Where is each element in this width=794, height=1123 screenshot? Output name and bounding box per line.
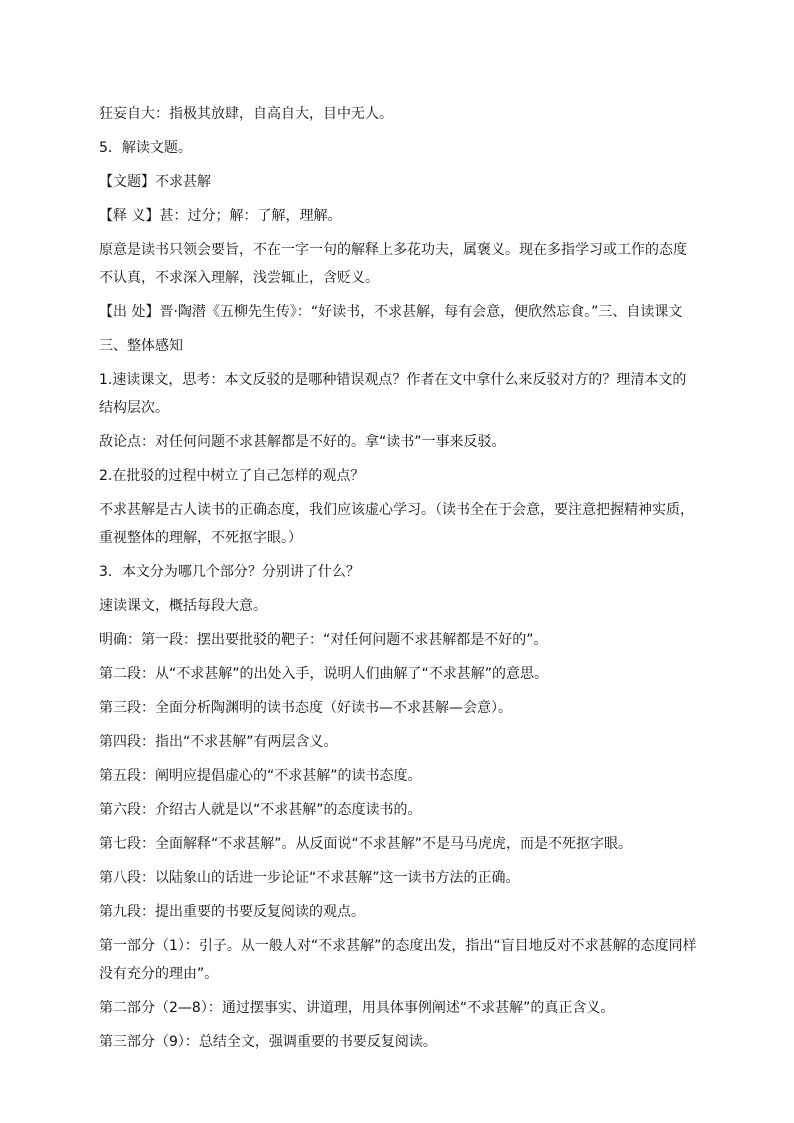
- answer-opposing-argument: 敌论点：对任何问题不求甚解都是不好的。拿“读书”一事来反驳。: [99, 434, 506, 450]
- paragraph-item-5-heading: 5．解读文题。: [99, 140, 192, 156]
- paragraph-summary-2: 第二段：从“不求甚解”的出处入手，说明人们曲解了“不求甚解”的意思。: [99, 666, 549, 682]
- paragraph-original-meaning: 原意是读书只领会要旨，不在一字一句的解释上多花功夫，属褒义。现在多指学习或工作的态度不认真，不求深入理解，浅尝辄止，含贬义。: [99, 242, 687, 286]
- paragraph-summary-8: 第八段：以陆象山的话进一步论证“不求甚解”这一读书方法的正确。: [99, 870, 520, 886]
- paragraph-summary-5: 第五段：阐明应提倡虚心的“不求甚解”的读书态度。: [99, 768, 422, 784]
- part-2-summary: 第二部分（2—8）：通过摆事实、讲道理，用具体事例阐述“不求甚解”的真正含义。: [99, 1000, 615, 1016]
- paragraph-summary-3: 第三段：全面分析陶渊明的读书态度（好读书—不求甚解—会意）。: [99, 700, 512, 716]
- answer-viewpoint: 不求甚解是古人读书的正确态度，我们应该虚心学习。（读书全在于会意，要注意把握精神实质，重视整体的理解，不死抠字眼。）: [99, 502, 694, 546]
- paragraph-source: 【出 处】晋·陶潜《五柳先生传》：“好读书，不求甚解，每有会意，便欣然忘食。”三、自读课文: [99, 304, 683, 320]
- paragraph-summary-4: 第四段：指出“不求甚解”有两层含义。: [99, 734, 338, 750]
- paragraph-summary-9: 第九段：提出重要的书要反复阅读的观点。: [99, 904, 365, 920]
- question-1: 1.速读课文，思考：本文反驳的是哪种错误观点？作者在文中拿什么来反驳对方的？理清本文的结构层次。: [99, 372, 687, 416]
- part-1-summary: 第一部分（1）：引子。从一般人对“不求甚解”的态度出发，指出“盲目地反对不求甚解的态度同样没有充分的理由”。: [99, 938, 697, 982]
- document-body: [99, 100, 699, 1062]
- section-heading-overall-perception: 三、整体感知: [99, 338, 183, 354]
- paragraph-title: 【文题】不求甚解: [99, 174, 211, 190]
- instruction-summarize: 速读课文，概括每段大意。: [99, 598, 267, 614]
- part-3-summary: 第三部分（9）：总结全文，强调重要的书要反复阅读。: [99, 1034, 437, 1050]
- question-2: 2.在批驳的过程中树立了自己怎样的观点？: [99, 468, 365, 484]
- question-3: 3．本文分为哪几个部分？分别讲了什么？: [99, 564, 360, 580]
- paragraph-arrogance-definition: 狂妄自大：指极其放肆，自高自大，目中无人。: [99, 106, 393, 122]
- paragraph-summary-7: 第七段：全面解释“不求甚解”。从反面说“不求甚解”不是马马虎虎，而是不死抠字眼。: [99, 836, 633, 852]
- paragraph-meaning: 【释 义】甚：过分；解：了解，理解。: [99, 208, 342, 224]
- paragraph-summary-1: 明确：第一段：摆出要批驳的靶子：“对任何问题不求甚解都是不好的”。: [99, 632, 548, 648]
- paragraph-summary-6: 第六段：介绍古人就是以“不求甚解”的态度读书的。: [99, 802, 422, 818]
